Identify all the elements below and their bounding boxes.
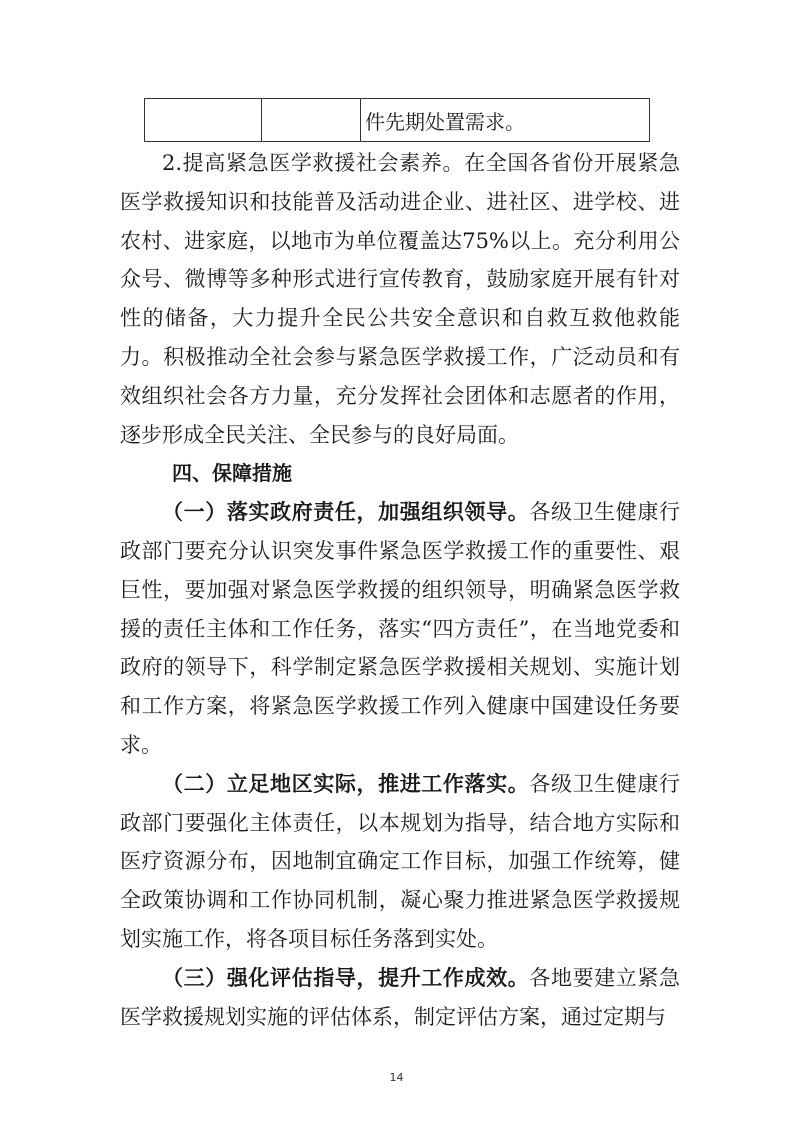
paragraph-lead: （三）强化评估指导，提升工作成效。 [162, 964, 530, 990]
paragraph-body: 各级卫生健康行政部门要强化主体责任，以本规划为指导，结合地方实际和医疗资源分布，因地制宜确定工作目标，加强工作统筹，健全政策协调和工作协同机制，凝心聚力推进紧急医学救援规划实施工作，将各项目标任务落到实处。 [120, 771, 681, 951]
table-row [145, 99, 650, 142]
continued-table [144, 98, 650, 142]
paragraph-local-implementation [120, 765, 680, 959]
paragraph-lead: （一）落实政府责任，加强组织领导。 [162, 499, 530, 525]
table-cell: 件先期处置需求。 [361, 99, 650, 142]
table-cell [262, 99, 361, 142]
body-text [120, 144, 680, 1036]
section-heading-safeguards: 四、保障措施 [172, 461, 292, 486]
paragraph-government-responsibility [120, 493, 680, 765]
paragraph-social-literacy: 2.提高紧急医学救援社会素养。在全国各省份开展紧急医学救援知识和技能普及活动进企业、进社区、进学校、进农村、进家庭，以地市为单位覆盖达75%以上。充分利用公众号、微博等多种形式进行宣传教育，鼓励家庭开展有针对性的储备，大力提升全民公共安全意识和自救互救他救能力。积极推动全社会参与紧急医学救援工作，广泛动员和有效组织社会各方力量，充分发挥社会团体和志愿者的作用，逐步形成全民关注、全民参与的良好局面。 [120, 151, 680, 447]
table-cell [145, 99, 262, 142]
paragraph-body: 各级卫生健康行政部门要充分认识突发事件紧急医学救援工作的重要性、艰巨性，要加强对紧急医学救援的组织领导，明确紧急医学救援的责任主体和工作任务，落实“四方责任”，在当地党委和政府的领导下，科学制定紧急医学救援相关规划、实施计划和工作方案，将紧急医学救援工作列入健康中国建设任务要求。 [120, 500, 681, 757]
paragraph-lead: （二）立足地区实际，推进工作落实。 [162, 770, 530, 796]
page-number: 14 [389, 1071, 404, 1084]
paragraph-body: 各地要建立紧急医学救援规划实施的评估体系，制定评估方案，通过定期与 [120, 965, 681, 1029]
paragraph-evaluation [120, 959, 680, 1037]
